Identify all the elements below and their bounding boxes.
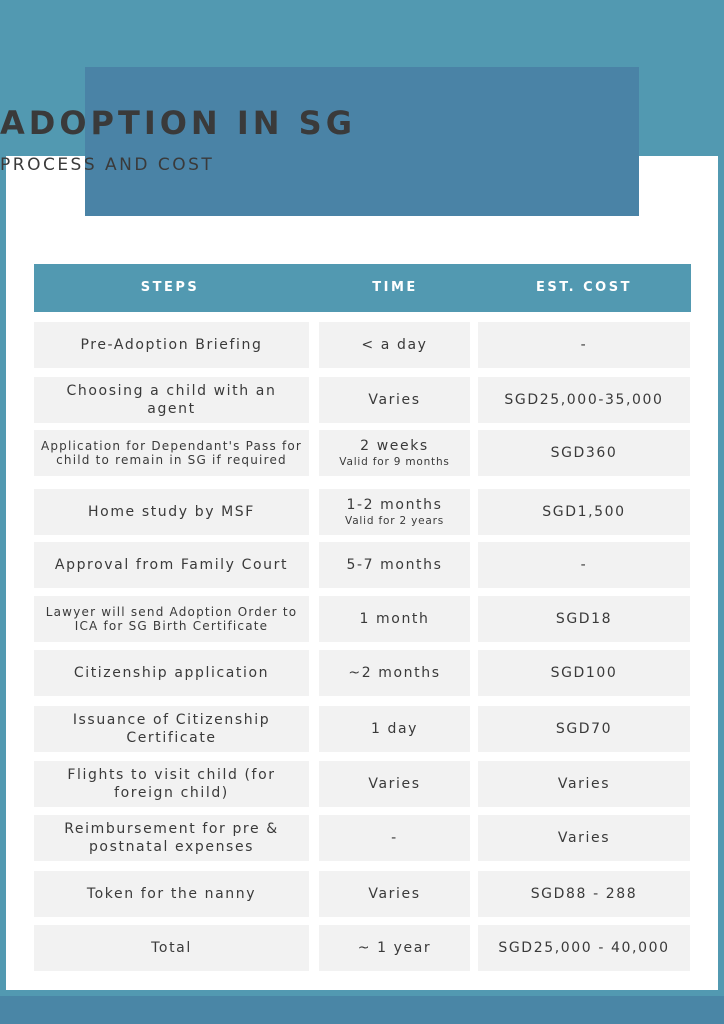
cost-cell xyxy=(478,542,690,588)
bottom-line xyxy=(0,990,724,996)
time-cell xyxy=(319,322,470,368)
cost-cell xyxy=(478,596,690,642)
time-cell-text: Varies xyxy=(368,392,421,408)
cost-cell xyxy=(478,871,690,917)
time-cell xyxy=(319,925,470,971)
cost-cell-text: SGD70 xyxy=(555,721,613,737)
column-header-steps: STEPS xyxy=(140,280,200,295)
page-title: ADOPTION IN SG xyxy=(0,104,356,142)
cost-cell xyxy=(478,650,690,696)
time-cell-text: 2 weeks xyxy=(360,438,429,454)
cost-cell xyxy=(478,761,690,807)
cost-cell-text: SGD88 - 288 xyxy=(530,886,638,902)
step-cell xyxy=(34,706,309,752)
time-cell xyxy=(319,871,470,917)
time-cell xyxy=(319,489,470,535)
time-cell xyxy=(319,815,470,861)
cost-cell-text: SGD18 xyxy=(555,611,613,627)
cost-cell-text: - xyxy=(580,557,588,573)
time-cell xyxy=(319,761,470,807)
time-cell-text: 1 month xyxy=(359,611,430,627)
step-cell-text: Issuance of Citizenship Certificate xyxy=(72,712,271,746)
cost-cell-text: SGD25,000-35,000 xyxy=(504,392,664,408)
step-cell-text: Token for the nanny xyxy=(86,886,257,902)
time-cell xyxy=(319,596,470,642)
left-border xyxy=(0,156,6,996)
step-cell xyxy=(34,650,309,696)
right-border xyxy=(718,156,724,996)
time-cell-text: < a day xyxy=(361,337,428,353)
cost-cell xyxy=(478,815,690,861)
cost-cell xyxy=(478,430,690,476)
page-subtitle: PROCESS AND COST xyxy=(0,155,215,175)
step-cell-text: Pre-Adoption Briefing xyxy=(80,337,263,353)
cost-cell-text: Varies xyxy=(557,830,611,846)
step-cell xyxy=(34,430,309,476)
cost-cell xyxy=(478,925,690,971)
cost-cell xyxy=(478,489,690,535)
table-header xyxy=(34,264,691,312)
time-cell-text: 1-2 months xyxy=(346,497,443,513)
step-cell-text: Citizenship application xyxy=(73,665,270,681)
step-cell xyxy=(34,542,309,588)
cost-cell-text: SGD360 xyxy=(550,445,618,461)
step-cell-text: Flights to visit child (for foreign child) xyxy=(67,767,276,801)
step-cell xyxy=(34,871,309,917)
step-cell xyxy=(34,489,309,535)
time-cell-text: 1 day xyxy=(370,721,419,737)
cost-cell xyxy=(478,706,690,752)
step-cell-text: Home study by MSF xyxy=(88,504,255,520)
cost-cell-text: Varies xyxy=(557,776,611,792)
time-cell xyxy=(319,542,470,588)
step-cell-text: Approval from Family Court xyxy=(54,557,289,573)
time-cell-text: - xyxy=(391,830,398,846)
step-cell xyxy=(34,596,309,642)
step-cell-text: Reimbursement for pre & postnatal expenses xyxy=(64,821,279,855)
step-cell xyxy=(34,322,309,368)
cost-cell xyxy=(478,322,690,368)
cost-cell xyxy=(478,377,690,423)
step-cell-text: Total xyxy=(151,940,192,956)
time-cell-text: ~2 months xyxy=(348,665,441,681)
step-cell-text: Lawyer will send Adoption Order to ICA for SG Birth Certificate xyxy=(45,605,298,633)
time-cell xyxy=(319,377,470,423)
time-note: Valid for 9 months xyxy=(339,456,450,468)
time-cell-text: 5-7 months xyxy=(346,557,443,573)
time-cell-text: Varies xyxy=(368,776,421,792)
step-cell xyxy=(34,925,309,971)
time-note: Valid for 2 years xyxy=(345,515,444,527)
time-cell xyxy=(319,706,470,752)
time-cell xyxy=(319,430,470,476)
cost-cell-text: SGD100 xyxy=(550,665,618,681)
time-cell-text: Varies xyxy=(368,886,421,902)
step-cell xyxy=(34,377,309,423)
column-header-time: TIME xyxy=(372,280,418,295)
step-cell xyxy=(34,815,309,861)
column-header-cost: EST. COST xyxy=(536,280,632,295)
cost-cell-text: SGD25,000 - 40,000 xyxy=(498,940,670,956)
cost-cell-text: - xyxy=(580,337,588,353)
time-cell xyxy=(319,650,470,696)
time-cell-text: ~ 1 year xyxy=(357,940,432,956)
step-cell-text: Application for Dependant's Pass for child to remain in SG if required xyxy=(40,439,303,467)
cost-cell-text: SGD1,500 xyxy=(542,504,626,520)
step-cell xyxy=(34,761,309,807)
step-cell-text: Choosing a child with an agent xyxy=(66,383,277,417)
